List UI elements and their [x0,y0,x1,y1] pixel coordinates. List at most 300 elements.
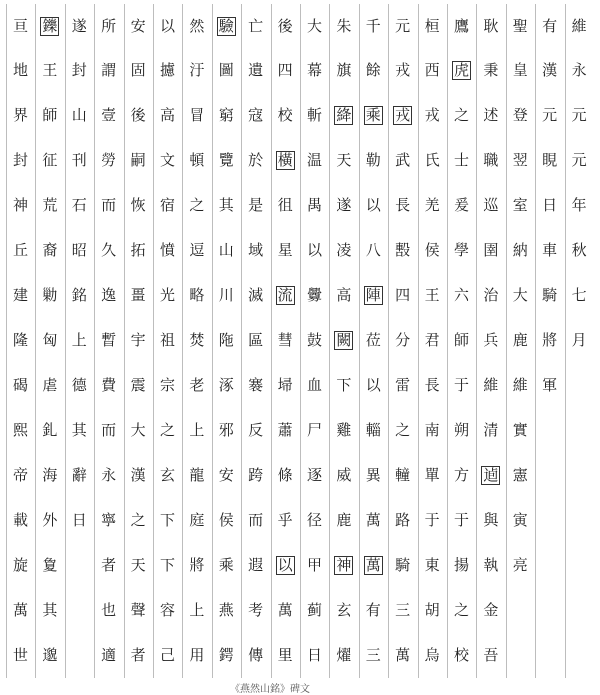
column-divider [182,4,183,678]
character-cell [153,543,182,587]
character-cell [388,139,417,183]
character-cell [153,588,182,632]
character-cell [329,588,358,632]
character: 考 [248,600,264,619]
column-divider [153,4,154,678]
character: 是 [248,196,264,215]
character: 温 [306,151,322,170]
character-cell [476,363,505,407]
character: 禺 [306,196,322,215]
character: 然 [189,16,205,35]
character-cell [94,363,123,407]
column-divider [300,4,301,678]
character: 上 [71,331,87,350]
character: 庭 [189,510,205,529]
character-cell [535,498,564,542]
character: 亘 [12,16,28,35]
character-cell [418,94,447,138]
character: 文 [159,151,175,170]
character-cell [124,498,153,542]
text-column [329,4,358,678]
character: 下 [159,555,175,574]
character-cell [212,139,241,183]
character-cell [35,633,64,677]
character: 鷹 [453,16,469,35]
character-cell [124,408,153,452]
character-cell [388,229,417,273]
character: 老 [189,375,205,394]
character-cell [418,49,447,93]
character-cell [476,94,505,138]
character-cell [565,633,594,677]
character-cell [476,4,505,48]
character-cell [94,4,123,48]
character: 翌 [512,151,528,170]
character: 拓 [130,241,146,260]
character: 雷 [395,375,411,394]
character-cell [6,588,35,632]
character: 褰 [248,375,264,394]
character-cell [447,229,476,273]
text-column [300,4,329,678]
character: 逸 [101,286,117,305]
character: 昭 [71,241,87,260]
character-cell [6,453,35,497]
character-cell [124,588,153,632]
character-cell [388,319,417,363]
character-cell [447,4,476,48]
character-cell [300,319,329,363]
character: 維 [571,16,587,35]
character: 四 [395,286,411,305]
character: 其 [71,420,87,439]
character-cell [65,94,94,138]
character-cell [447,94,476,138]
column-divider [476,4,477,678]
character: 永 [101,465,117,484]
character-cell [506,274,535,318]
character: 血 [306,375,322,394]
character: 嗣 [130,151,146,170]
character: 分 [395,331,411,350]
character-cell [300,49,329,93]
character: 年 [571,196,587,215]
character: 以 [159,16,175,35]
character: 而 [248,510,264,529]
character: 跨 [248,465,264,484]
character: 輜 [365,420,381,439]
character-cell [6,543,35,587]
character-cell [6,184,35,228]
character: 封 [12,151,28,170]
character-cell [241,139,270,183]
column-divider [241,4,242,678]
character-cell [212,498,241,542]
character: 王 [424,286,440,305]
character-cell [212,184,241,228]
character-cell [418,184,447,228]
character: 釁 [306,286,322,305]
character-cell [271,94,300,138]
character: 蕭 [277,420,293,439]
character: 於 [248,151,264,170]
character-cell [212,363,241,407]
character: 己 [159,645,175,664]
character-cell [212,274,241,318]
character: 者 [130,645,146,664]
text-column [65,4,94,678]
character-cell [388,408,417,452]
character: 傳 [248,645,264,664]
character: 漢 [130,465,146,484]
character: 漢 [542,61,558,80]
character: 鍔 [218,645,234,664]
character: 窮 [218,106,234,125]
character-cell [35,588,64,632]
character: 荒 [42,196,58,215]
character: 汙 [189,61,205,80]
character: 遂 [336,196,352,215]
column-divider [418,4,419,678]
character: 也 [101,600,117,619]
text-column [271,4,300,678]
character-cell [153,4,182,48]
character-cell [182,229,211,273]
character: 驗 [218,16,234,35]
character-cell [212,49,241,93]
character: 朱 [336,16,352,35]
character: 亮 [512,555,528,574]
character-cell [153,49,182,93]
character: 師 [453,331,469,350]
character: 月 [571,331,587,350]
text-column [241,4,270,678]
character-cell [65,453,94,497]
character: 地 [12,61,28,80]
column-divider [329,4,330,678]
character-cell [124,184,153,228]
character-cell [447,408,476,452]
character-cell [565,498,594,542]
character-cell [241,319,270,363]
character: 七 [571,286,587,305]
character-cell [182,274,211,318]
character-cell [388,94,417,138]
character: 朔 [453,420,469,439]
character: 宗 [159,375,175,394]
character-cell [153,408,182,452]
character-cell [447,319,476,363]
character-cell [241,363,270,407]
character: 吾 [483,645,499,664]
character-cell [565,453,594,497]
character: 亡 [248,16,264,35]
character-cell [6,94,35,138]
character-cell [506,94,535,138]
character: 匈 [42,331,58,350]
character: 之 [453,600,469,619]
character-cell [182,49,211,93]
character: 闕 [336,331,352,350]
character-cell [124,319,153,363]
character: 元 [542,106,558,125]
character: 邈 [42,645,58,664]
character: 治 [483,286,499,305]
character-cell [212,319,241,363]
character: 憤 [159,241,175,260]
character: 述 [483,106,499,125]
character-cell [418,453,447,497]
character-cell [476,633,505,677]
character: 登 [512,106,528,125]
character: 外 [42,510,58,529]
character: 光 [159,286,175,305]
character-cell [359,94,388,138]
character-cell [506,229,535,273]
character: 絳 [336,106,352,125]
character-cell [35,543,64,587]
character: 君 [424,331,440,350]
character-cell [65,633,94,677]
character-cell [506,319,535,363]
character-cell [447,363,476,407]
character-cell [535,363,564,407]
character: 畺 [130,286,146,305]
character: 載 [12,510,28,529]
character: 室 [512,196,528,215]
character: 幕 [306,61,322,80]
character: 與 [483,510,499,529]
text-column [182,4,211,678]
character: 謂 [101,61,117,80]
character-cell [182,94,211,138]
character-cell [124,274,153,318]
character: 聲 [130,600,146,619]
character-cell [182,588,211,632]
character: 虎 [453,61,469,80]
character-cell [506,543,535,587]
character: 三 [365,645,381,664]
character: 冒 [189,106,205,125]
character-cell [447,274,476,318]
character-cell [476,543,505,587]
character-cell [565,588,594,632]
character: 毄 [395,241,411,260]
character: 所 [101,16,117,35]
text-column [153,4,182,678]
character-cell [124,543,153,587]
character-cell [388,4,417,48]
character: 裔 [42,241,58,260]
character-cell [35,363,64,407]
character-cell [388,498,417,542]
column-divider [65,4,66,678]
character: 長 [395,196,411,215]
character-cell [182,139,211,183]
character-cell [300,184,329,228]
character: 逌 [483,465,499,484]
character: 流 [277,286,293,305]
character-cell [388,49,417,93]
character-cell [506,363,535,407]
character-cell [153,274,182,318]
character: 萬 [395,645,411,664]
character-cell [418,633,447,677]
character-cell [94,229,123,273]
character-cell [506,4,535,48]
character: 暫 [101,331,117,350]
character: 遺 [248,61,264,80]
character-cell [35,184,64,228]
character-cell [506,453,535,497]
character-cell [65,49,94,93]
character: 覽 [218,151,234,170]
character-cell [388,274,417,318]
column-divider [506,4,507,678]
character: 實 [512,420,528,439]
character: 乘 [365,106,381,125]
character: 祖 [159,331,175,350]
character: 星 [277,241,293,260]
text-column [506,4,535,678]
character: 有 [542,16,558,35]
character-cell [329,229,358,273]
character-cell [300,363,329,407]
character: 山 [71,106,87,125]
character: 高 [336,286,352,305]
character: 校 [453,645,469,664]
character-cell [182,453,211,497]
character-cell [271,588,300,632]
character: 䡴 [395,465,411,484]
character-cell [182,4,211,48]
character-cell [535,319,564,363]
character-cell [124,4,153,48]
character-cell [182,408,211,452]
character: 後 [277,16,293,35]
character-cell [329,94,358,138]
character-cell [153,633,182,677]
character-cell [388,633,417,677]
character: 川 [218,286,234,305]
character: 秉 [483,61,499,80]
character-cell [182,319,211,363]
character-cell [329,498,358,542]
character: 士 [453,151,469,170]
character: 適 [101,645,117,664]
character-cell [565,139,594,183]
character-cell [418,408,447,452]
character-cell [535,408,564,452]
character-cell [359,139,388,183]
character-cell [476,319,505,363]
character-cell [6,408,35,452]
character-cell [241,229,270,273]
column-divider [124,4,125,678]
character: 維 [483,375,499,394]
character-cell [241,633,270,677]
character: 後 [130,106,146,125]
character: 武 [395,151,411,170]
character: 隆 [12,331,28,350]
character: 之 [395,420,411,439]
character: 戎 [424,106,440,125]
character: 逗 [189,241,205,260]
character-cell [506,408,535,452]
character: 萬 [12,600,28,619]
character-cell [359,274,388,318]
character-cell [124,94,153,138]
character: 日 [542,196,558,215]
character-cell [359,4,388,48]
character: 執 [483,555,499,574]
character: 羌 [424,196,440,215]
character-cell [65,4,94,48]
character-cell [6,363,35,407]
character: 勦 [42,286,58,305]
character-cell [212,453,241,497]
character-cell [6,4,35,48]
character: 德 [71,375,87,394]
character: 虐 [42,375,58,394]
character-cell [65,139,94,183]
character: 震 [130,375,146,394]
character: 尸 [306,420,322,439]
character-cell [35,498,64,542]
column-divider [535,4,536,678]
character-cell [506,49,535,93]
character-cell [418,588,447,632]
character-cell [447,49,476,93]
character: 寅 [512,510,528,529]
character-cell [329,408,358,452]
character: 鹿 [512,331,528,350]
character: 燕 [218,600,234,619]
character: 元 [571,151,587,170]
character: 西 [424,61,440,80]
character-cell [182,363,211,407]
character: 涿 [218,375,234,394]
character-cell [65,274,94,318]
text-column [124,4,153,678]
text-column [565,4,594,678]
character: 萬 [277,600,293,619]
caption: 《燕然山銘》碑文 [230,684,310,695]
character-cell [271,4,300,48]
character-cell [212,4,241,48]
character-cell [359,453,388,497]
character-cell [300,139,329,183]
character-cell [388,184,417,228]
character-cell [35,4,64,48]
character: 者 [101,555,117,574]
character-cell [418,543,447,587]
character: 里 [277,645,293,664]
character-cell [300,543,329,587]
character: 有 [365,600,381,619]
text-column [388,4,417,678]
character: 寧 [101,510,117,529]
character-cell [359,588,388,632]
character: 陣 [365,286,381,305]
character-cell [329,49,358,93]
character-cell [94,633,123,677]
character: 路 [395,510,411,529]
column-divider [6,4,7,678]
character: 釓 [42,420,58,439]
character: 之 [159,420,175,439]
character: 騎 [395,555,411,574]
